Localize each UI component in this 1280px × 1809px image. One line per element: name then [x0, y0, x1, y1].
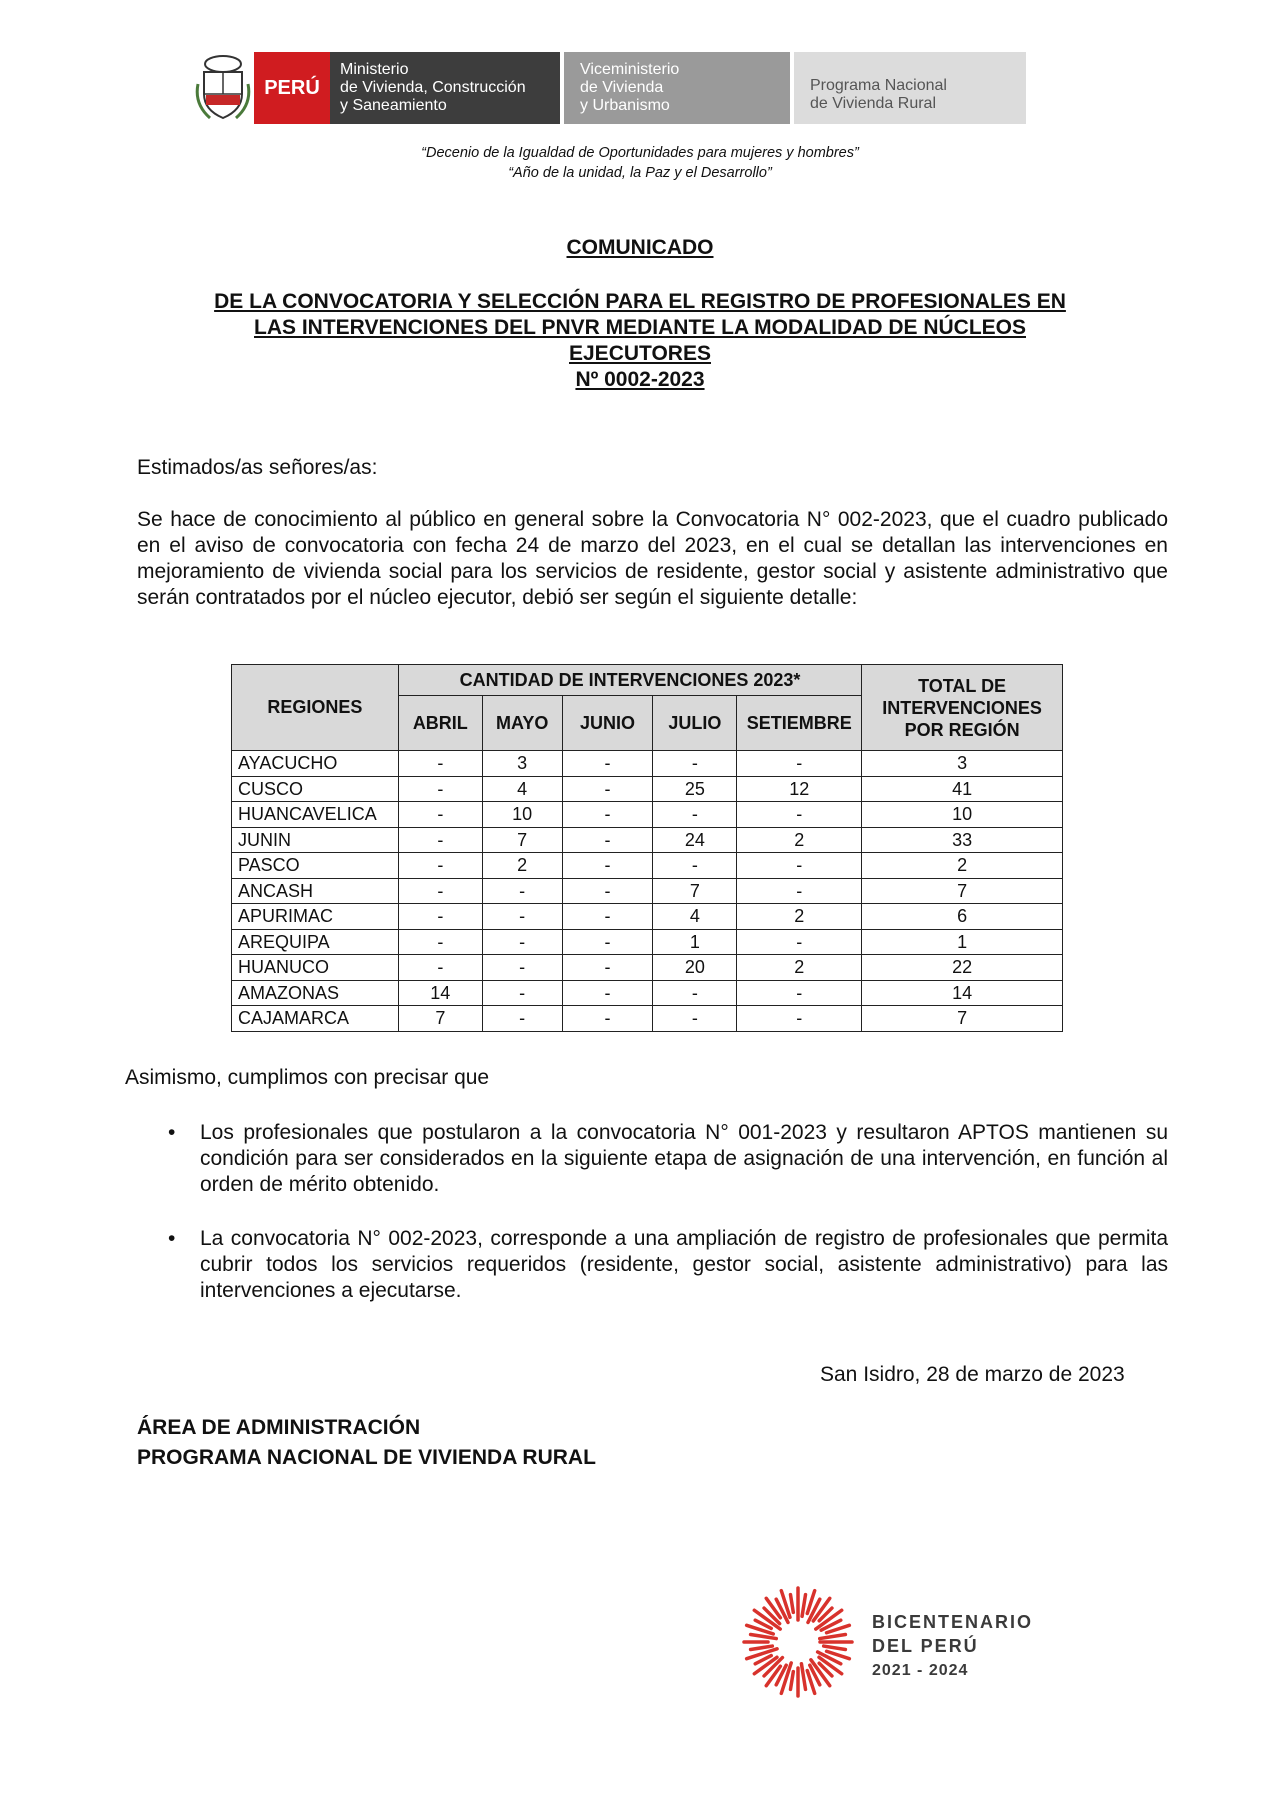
month-cell: 2	[737, 904, 862, 930]
month-cell: 24	[653, 827, 737, 853]
total-cell: 10	[862, 802, 1063, 828]
month-cell: 4	[482, 776, 562, 802]
month-cell: -	[398, 929, 482, 955]
total-cell: 7	[862, 878, 1063, 904]
vice-ministry-line: Viceministerio	[580, 61, 680, 78]
month-cell: -	[562, 1006, 653, 1032]
title-line-2: LAS INTERVENCIONES DEL PNVR MEDIANTE LA MODALIDAD DE NÚCLEOS	[254, 316, 1026, 339]
month-cell: -	[737, 878, 862, 904]
table-row	[232, 751, 1063, 777]
ministry-line: Ministerio	[340, 61, 409, 78]
table-row	[232, 904, 1063, 930]
region-cell: HUANCAVELICA	[232, 802, 399, 828]
bicentenario-line-3: 2021 - 2024	[872, 1662, 969, 1679]
coat-of-arms-icon	[194, 54, 252, 122]
peru-brand-label: PERÚ	[264, 76, 320, 99]
month-cell: -	[737, 802, 862, 828]
month-cell: -	[562, 904, 653, 930]
region-cell: PASCO	[232, 853, 399, 879]
month-cell: -	[398, 751, 482, 777]
intro-paragraph: Se hace de conocimiento al público en general sobre la Convocatoria N° 002-2023, que el cuadro publicado en el aviso de convocatoria con fecha 24 de marzo del 2023, en el cual se detallan las intervenciones en mejoramiento de vivienda social para los servicios de residente, gestor social y asistente administrativo que serán contratados por el núcleo ejecutor, debió ser según el siguiente detalle:	[137, 508, 1168, 609]
month-cell: -	[398, 853, 482, 879]
header-month: MAYO	[482, 696, 562, 751]
vice-ministry-block	[564, 52, 790, 124]
month-cell: -	[653, 853, 737, 879]
vice-ministry-line: de Vivienda	[580, 79, 664, 96]
month-cell: -	[562, 827, 653, 853]
month-cell: -	[737, 1006, 862, 1032]
month-cell: -	[562, 955, 653, 981]
list-item	[168, 1226, 1168, 1304]
header-month: SETIEMBRE	[737, 696, 862, 751]
month-cell: -	[562, 980, 653, 1006]
table-row	[232, 827, 1063, 853]
program-line: de Vivienda Rural	[810, 95, 937, 112]
signature-line-2: PROGRAMA NACIONAL DE VIVIENDA RURAL	[137, 1446, 596, 1469]
header-month: JULIO	[653, 696, 737, 751]
month-cell: -	[398, 878, 482, 904]
region-cell: HUANUCO	[232, 955, 399, 981]
month-cell: -	[653, 980, 737, 1006]
header-month: JUNIO	[562, 696, 653, 751]
region-cell: AMAZONAS	[232, 980, 399, 1006]
month-cell: -	[653, 1006, 737, 1032]
month-cell: -	[562, 802, 653, 828]
month-cell: 10	[482, 802, 562, 828]
month-cell: -	[398, 904, 482, 930]
region-cell: CUSCO	[232, 776, 399, 802]
month-cell: -	[562, 776, 653, 802]
month-cell: 1	[653, 929, 737, 955]
month-cell: -	[737, 980, 862, 1006]
header-group: CANTIDAD DE INTERVENCIONES 2023*	[398, 665, 861, 696]
total-cell: 6	[862, 904, 1063, 930]
table-row	[232, 853, 1063, 879]
motto-line-2: “Año de la unidad, la Paz y el Desarrollo”	[508, 165, 772, 181]
month-cell: -	[482, 904, 562, 930]
vice-ministry-line: y Urbanismo	[580, 97, 670, 114]
ministry-line: y Saneamiento	[340, 97, 447, 114]
total-cell: 22	[862, 955, 1063, 981]
month-cell: -	[562, 853, 653, 879]
header-regions: REGIONES	[232, 665, 399, 751]
month-cell: -	[653, 802, 737, 828]
table-row	[232, 955, 1063, 981]
total-cell: 14	[862, 980, 1063, 1006]
region-cell: AYACUCHO	[232, 751, 399, 777]
ministry-line: de Vivienda, Construcción	[340, 79, 526, 96]
total-cell: 2	[862, 853, 1063, 879]
peru-brand-block	[254, 52, 330, 124]
month-cell: -	[482, 955, 562, 981]
region-cell: APURIMAC	[232, 904, 399, 930]
month-cell: 7	[398, 1006, 482, 1032]
month-cell: -	[653, 751, 737, 777]
month-cell: -	[562, 751, 653, 777]
signature-line-1: ÁREA DE ADMINISTRACIÓN	[137, 1416, 421, 1439]
bicentenario-line-1: BICENTENARIO	[872, 1612, 1034, 1632]
table-row	[232, 980, 1063, 1006]
motto-line-1: “Decenio de la Igualdad de Oportunidades para mujeres y hombres”	[421, 145, 859, 161]
month-cell: 2	[737, 955, 862, 981]
header-month: ABRIL	[398, 696, 482, 751]
month-cell: -	[562, 878, 653, 904]
month-cell: -	[562, 929, 653, 955]
header-total: TOTAL DE INTERVENCIONES POR REGIÓN	[862, 665, 1063, 751]
month-cell: 14	[398, 980, 482, 1006]
place-date: San Isidro, 28 de marzo de 2023	[820, 1363, 1125, 1386]
table-row	[232, 802, 1063, 828]
total-cell: 3	[862, 751, 1063, 777]
month-cell: -	[398, 955, 482, 981]
list-item	[168, 1120, 1168, 1198]
program-line: Programa Nacional	[810, 77, 947, 94]
bicentenario-sun-icon	[738, 1582, 858, 1702]
table-row	[232, 929, 1063, 955]
total-cell: 41	[862, 776, 1063, 802]
title-line-1: DE LA CONVOCATORIA Y SELECCIÓN PARA EL REGISTRO DE PROFESIONALES EN	[214, 290, 1066, 313]
total-cell: 33	[862, 827, 1063, 853]
region-cell: CAJAMARCA	[232, 1006, 399, 1032]
bullet-icon: •	[168, 1121, 176, 1144]
program-block	[794, 52, 1026, 124]
month-cell: 4	[653, 904, 737, 930]
month-cell: 7	[653, 878, 737, 904]
month-cell: -	[482, 878, 562, 904]
region-cell: ANCASH	[232, 878, 399, 904]
month-cell: 25	[653, 776, 737, 802]
table-row	[232, 776, 1063, 802]
bullet-icon: •	[168, 1227, 176, 1250]
title-line-3: EJECUTORES	[569, 342, 711, 365]
region-cell: JUNIN	[232, 827, 399, 853]
month-cell: -	[482, 980, 562, 1006]
total-cell: 1	[862, 929, 1063, 955]
list-item-text: Los profesionales que postularon a la convocatoria N° 001-2023 y resultaron APTOS mantienen su condición para ser considerados en la siguiente etapa de asignación de una intervención, en función al orden de mérito obtenido.	[200, 1121, 1168, 1196]
month-cell: -	[482, 1006, 562, 1032]
month-cell: -	[737, 929, 862, 955]
interventions-table	[231, 664, 1063, 1032]
month-cell: 3	[482, 751, 562, 777]
month-cell: -	[482, 929, 562, 955]
month-cell: 20	[653, 955, 737, 981]
month-cell: -	[398, 827, 482, 853]
region-cell: AREQUIPA	[232, 929, 399, 955]
table-row	[232, 1006, 1063, 1032]
greeting: Estimados/as señores/as:	[137, 456, 378, 479]
bullet-list	[168, 1120, 1168, 1332]
month-cell: 7	[482, 827, 562, 853]
list-item-text: La convocatoria N° 002-2023, corresponde a una ampliación de registro de profesionales que permita cubrir todos los servicios requeridos (residente, gestor social, asistente administrativo) para las intervenciones a ejecutarse.	[200, 1227, 1168, 1302]
month-cell: -	[398, 776, 482, 802]
total-cell: 7	[862, 1006, 1063, 1032]
month-cell: 2	[482, 853, 562, 879]
month-cell: -	[398, 802, 482, 828]
document-heading: COMUNICADO	[566, 236, 714, 259]
month-cell: -	[737, 853, 862, 879]
bicentenario-line-2: DEL PERÚ	[872, 1636, 979, 1656]
ministry-block	[330, 52, 560, 124]
table-body	[232, 751, 1063, 1032]
month-cell: 12	[737, 776, 862, 802]
table-row	[232, 878, 1063, 904]
also-paragraph: Asimismo, cumplimos con precisar que	[125, 1066, 490, 1089]
title-line-4: Nº 0002-2023	[575, 368, 705, 391]
month-cell: -	[737, 751, 862, 777]
month-cell: 2	[737, 827, 862, 853]
